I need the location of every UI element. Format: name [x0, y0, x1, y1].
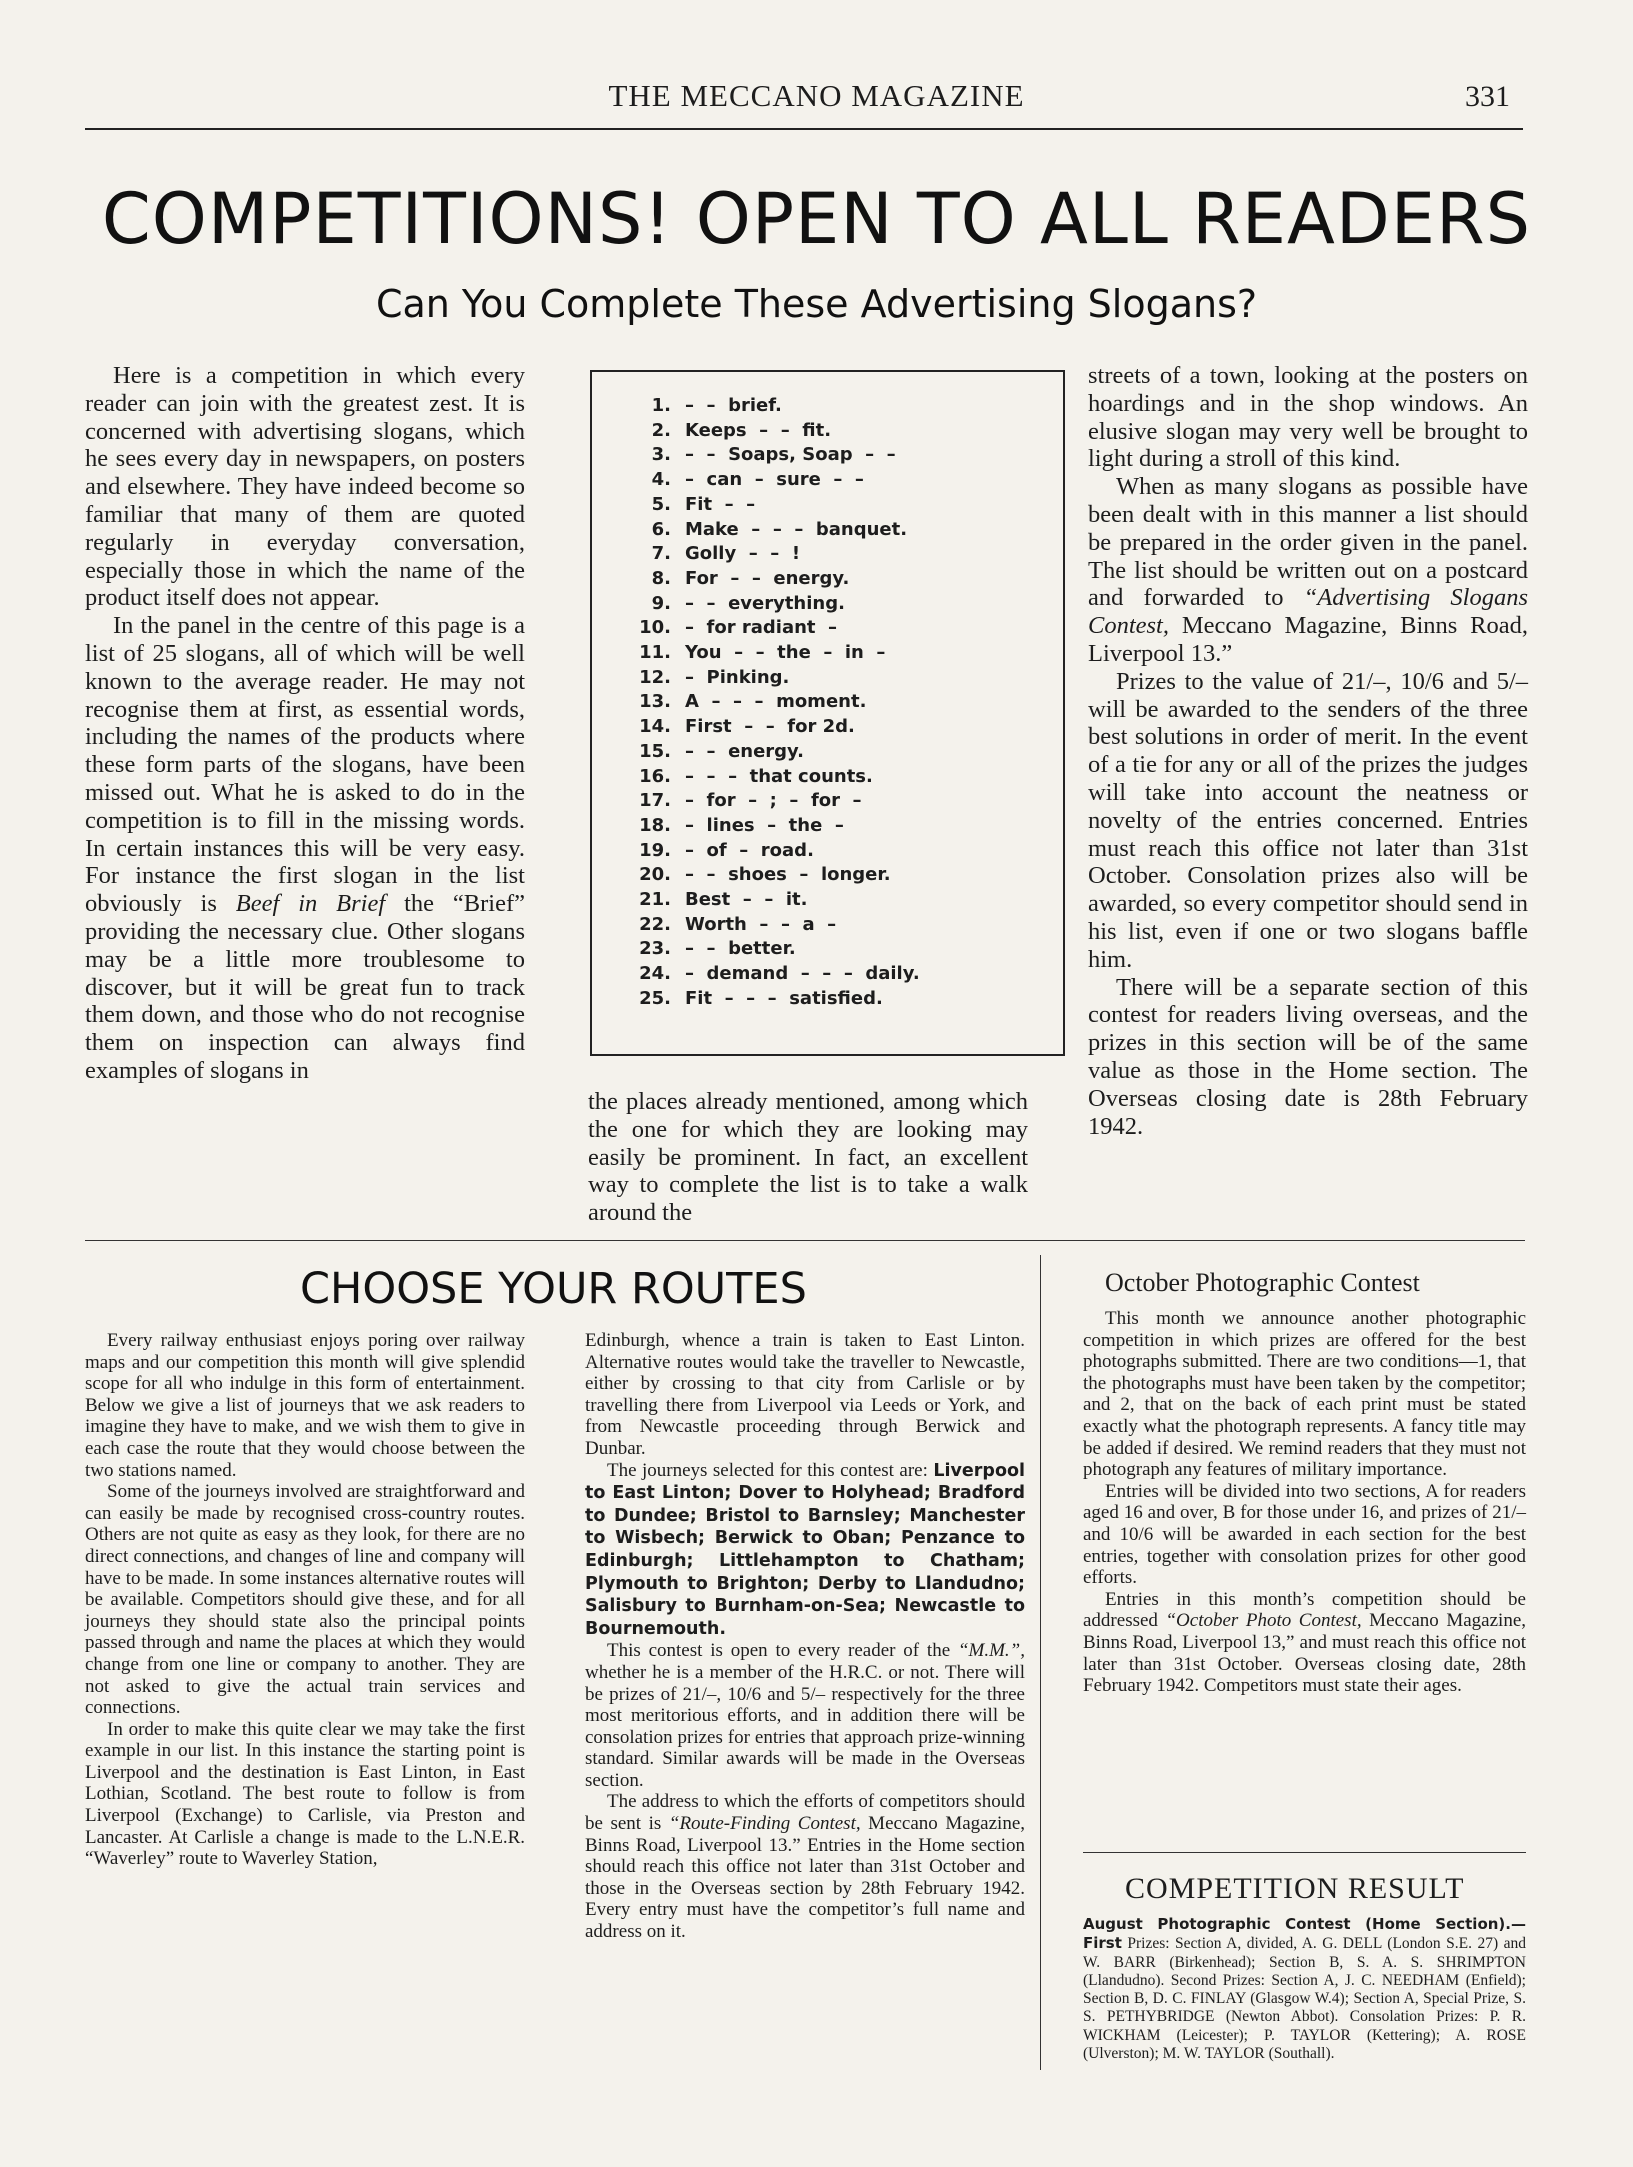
slogan-item	[627, 493, 1063, 518]
slogan-number: 24.	[639, 963, 671, 985]
slogan-number: 8.	[651, 567, 671, 589]
slogan-number: 10.	[639, 617, 671, 639]
paragraph: This contest is open to every reader of the “M.M.”, whether he is a member of the H.R.C. or not. There will be prizes of 21/–, 10/6 and 5/– respectively for the three most meritorious efforts, and in addition there will be consolation prizes for entries that approach prize-winning standard. Similar awards will be made in the Overseas section.	[585, 1640, 1025, 1791]
slogan-number: 14.	[639, 716, 671, 738]
slogan-item	[627, 419, 1063, 444]
slogan-number: 22.	[639, 913, 671, 935]
slogan-text: – – energy.	[685, 740, 804, 762]
slogan-number: 11.	[639, 642, 671, 664]
page-subtitle: Can You Complete These Advertising Slogans?	[375, 282, 1258, 326]
slogan-item	[627, 937, 1063, 962]
slogan-item	[627, 962, 1063, 987]
page-title: COMPETITIONS! OPEN TO ALL READERS	[101, 178, 1532, 260]
slogan-item	[627, 394, 1063, 419]
paragraph: Here is a competition in which every reader can join with the greatest zest. It is concerned with advertising slogans, which he sees every day in newspapers, on posters and elsewhere. They have indeed become so familiar that many of them are quoted regularly in everyday conversation, especially those in which the name of the product itself does not appear.	[85, 362, 525, 612]
photo-contest-column	[1083, 1308, 1526, 1697]
routes-column-1	[85, 1330, 525, 1870]
slogan-number: 15.	[639, 740, 671, 762]
slogan-text: – – brief.	[685, 395, 782, 416]
slogan-item	[627, 666, 1063, 691]
slogan-item	[627, 542, 1063, 567]
slogan-item	[627, 690, 1063, 715]
slogan-number: 3.	[651, 444, 671, 466]
slogan-text: – Pinking.	[685, 666, 790, 688]
journey-list: Liverpool to East Linton; Dover to Holyhead; Bradford to Dundee; Bristol to Barnsley; Manchester to Wisbech; Berwick to Oban; Penzance to Edinburgh; Littlehampton to Chatham; Plymouth to Brighton; Derby to Llandudno; Salisbury to Burnham-on-Sea; Newcastle to Bournemouth.	[585, 1460, 1026, 1639]
paragraph: Some of the journeys involved are straightforward and can easily be made by recognised cross-country routes. Others are not quite as easy as they look, for there are no direct connections, and changes of line and company will have to be made. In some instances alternative routes will be available. Competitors should give these, and for all journeys they should state also the principal points passed through and name the places at which they would change from one line or company to another. They are not asked to give the actual train services and connections.	[85, 1481, 525, 1719]
slogan-text: – – – that counts.	[685, 765, 873, 787]
slogan-item	[627, 740, 1063, 765]
paragraph: There will be a separate section of this contest for readers living overseas, and the prizes in this section will be of the same value as those in the Home section. The Overseas closing date is 28th February 1942.	[1088, 973, 1528, 1140]
slogan-item	[627, 443, 1063, 468]
paragraph: streets of a town, looking at the posters on hoardings and in the shop windows. An elusive slogan may very well be brought to light during a stroll of this kind.	[1088, 362, 1528, 473]
slogan-text: First – – for 2d.	[685, 716, 855, 738]
section-divider	[85, 1240, 1525, 1241]
slogan-number: 5.	[651, 493, 671, 515]
result-text: August Photographic Contest (Home Section).—First Prizes: Section A, divided, A. G. DELL (London S.E. 27) and W. BARR (Birkenhead); Section B, S. A. S. SHRIMPTON (Llandudno). Second Prizes: Section A, J. C. NEEDHAM (Enfield); Section B, D. C. FINLAY (Glasgow W.4); Section A, Special Prize, S. S. PETHYBRIDGE (Newton Abbot). Consolation Prizes: P. R. WICKHAM (Leicester); P. TAYLOR (Kettering); A. ROSE (Ulverston); M. W. TAYLOR (Southall).	[1083, 1915, 1526, 2063]
slogan-text: Fit – – – satisfied.	[685, 987, 883, 1009]
slogan-number: 21.	[639, 889, 671, 911]
slogan-text: For – – energy.	[685, 567, 850, 589]
slogan-number: 9.	[651, 592, 671, 614]
slogan-number: 7.	[651, 543, 671, 565]
slogan-text: – lines – the –	[685, 814, 844, 836]
slogan-number: 20.	[639, 864, 671, 886]
slogan-item	[627, 641, 1063, 666]
slogan-item	[627, 567, 1063, 592]
slogan-item	[627, 789, 1063, 814]
slogan-text: Make – – – banquet.	[685, 518, 908, 540]
slogan-number: 17.	[639, 790, 671, 812]
slogan-number: 19.	[639, 839, 671, 861]
paragraph: Edinburgh, whence a train is taken to East Linton. Alternative routes would take the traveller to Newcastle, either by crossing to that city from Carlisle or by travelling there from Liverpool via Leeds or York, and from Newcastle proceeding through Berwick and Dunbar.	[585, 1330, 1025, 1459]
slogans-column-1	[85, 362, 525, 1085]
result-title: COMPETITION RESULT	[1125, 1872, 1465, 1905]
slogan-item	[627, 468, 1063, 493]
photo-contest-title: October Photographic Contest	[1105, 1268, 1420, 1297]
slogan-text: – can – sure – –	[685, 469, 864, 491]
slogan-text: – – everything.	[685, 592, 845, 614]
column-divider	[1040, 1255, 1042, 2070]
slogan-text: Golly – – !	[685, 543, 801, 565]
paragraph: Entries in this month’s competition should be addressed “October Photo Contest, Meccano Magazine, Binns Road, Liverpool 13,” and must reach this office not later than 31st October. Overseas closing date, 28th February 1942. Competitors must state their ages.	[1083, 1588, 1527, 1697]
slogan-number: 12.	[639, 666, 671, 688]
slogans-panel	[590, 370, 1065, 1056]
slogan-text: – of – road.	[685, 839, 814, 861]
routes-title: CHOOSE YOUR ROUTES	[300, 1264, 807, 1314]
slogan-text: – – better.	[685, 938, 796, 960]
slogans-column-2	[588, 1088, 1028, 1227]
slogan-item	[627, 888, 1063, 913]
example-slogan: Beef in Brief	[235, 890, 386, 918]
slogans-column-3	[1088, 362, 1528, 1140]
slogan-item	[627, 765, 1063, 790]
paragraph: Entries will be divided into two sections, A for readers aged 16 and over, B for those under 16, and prizes of 21/– and 10/6 will be awarded in each section for the best entries, together with consolation prizes for other good efforts.	[1083, 1480, 1526, 1589]
slogan-number: 4.	[651, 469, 671, 491]
header-rule	[85, 128, 1523, 130]
slogan-number: 16.	[639, 765, 671, 787]
slogan-number: 2.	[651, 419, 671, 441]
slogan-item	[627, 715, 1063, 740]
slogan-text: Best – – it.	[685, 889, 808, 911]
slogan-text: – demand – – – daily.	[685, 963, 920, 985]
slogan-number: 18.	[639, 814, 671, 836]
slogan-text: Fit – –	[685, 493, 756, 515]
slogan-item	[627, 616, 1063, 641]
slogan-number: 25.	[639, 987, 671, 1009]
slogan-item	[627, 814, 1063, 839]
slogan-item	[627, 987, 1063, 1012]
slogan-text: Worth – – a –	[685, 913, 837, 935]
routes-column-2	[585, 1330, 1025, 1943]
slogan-list	[592, 372, 1063, 1012]
slogan-text: – for – ; – for –	[685, 790, 862, 812]
slogan-item	[627, 913, 1063, 938]
slogan-item	[627, 592, 1063, 617]
paragraph: Prizes to the value of 21/–, 10/6 and 5/– will be awarded to the senders of the three best solutions in order of merit. In the event of a tie for any or all of the prizes the judges will take into account the neatness or novelty of the entries concerned. Entries must reach this office not later than 31st October. Consolation prizes also will be awarded, so every competitor should send in his list, even if one or two slogans baffle him.	[1088, 667, 1528, 973]
slogan-number: 23.	[639, 938, 671, 960]
paragraph: In the panel in the centre of this page is a list of 25 slogans, all of which will be well known to the average reader. He may not recognise them at first, as essential words, including the names of the products where these form parts of the slogans, have been missed out. What he is asked to do in the competition is to fill in the missing words. In certain instances this will be very easy. For instance the first slogan in the list obviously is Beef in Brief the “Brief” providing the necessary clue. Other slogans may be a little more troublesome to discover, but it will be great fun to track them down, and those who do not recognise them on inspection can always find examples of slogans in	[85, 612, 525, 1084]
slogan-text: You – – the – in –	[685, 642, 886, 664]
slogan-item	[627, 518, 1063, 543]
slogan-item	[627, 839, 1063, 864]
contest-name: “Advertising Slogans Contest,	[1088, 584, 1529, 640]
slogan-number: 6.	[651, 518, 671, 540]
slogan-text: – for radiant –	[685, 617, 838, 639]
slogan-number: 13.	[639, 691, 671, 713]
paragraph: The address to which the efforts of competitors should be sent is “Route-Finding Contest, Meccano Magazine, Binns Road, Liverpool 13.” Entries in the Home section should reach this office not later than 31st October and those in the Overseas section by 28th February 1942. Every entry must have the competitor’s full name and address on it.	[585, 1791, 1026, 1943]
paragraph: When as many slogans as possible have been dealt with in this manner a list should be prepared in the order given in the panel. The list should be written out on a postcard and forwarded to “Advertising Slogans Contest, Meccano Magazine, Binns Road, Liverpool 13.”	[1088, 473, 1529, 667]
slogan-text: A – – – moment.	[685, 691, 867, 713]
slogan-text: – – Soaps, Soap – –	[685, 444, 896, 466]
paragraph: This month we announce another photographic competition in which prizes are offered for the best photographs submitted. There are two conditions—1, that the photographs must have been taken by the competitor; and 2, that on the back of each print must be stated exactly what the photograph represents. A fancy title may be added if desired. We remind readers that they must not photograph any features of military importance.	[1083, 1308, 1526, 1481]
paragraph: In order to make this quite clear we may take the first example in our list. In this instance the starting point is Liverpool and the destination is East Linton, in East Lothian, Scotland. The best route to follow is from Liverpool (Exchange) to Carlisle, via Preston and Lancaster. At Carlisle a change is made to the L.N.E.R. “Waverley” route to Waverley Station,	[85, 1718, 525, 1870]
slogan-text: – – shoes – longer.	[685, 864, 891, 886]
page-number: 331	[1465, 80, 1510, 113]
slogan-text: Keeps – – fit.	[685, 419, 832, 441]
slogan-number: 1.	[651, 395, 671, 416]
paragraph: the places already mentioned, among which the one for which they are looking may easily be prominent. In fact, an excellent way to complete the list is to take a walk around the	[588, 1088, 1028, 1227]
paragraph: Every railway enthusiast enjoys poring over railway maps and our competition this month will give splendid scope for all who indulge in this form of entertainment. Below we give a list of journeys that we ask readers to imagine they have to make, and we wish them to give in each case the route that they would choose between the two stations named.	[85, 1330, 525, 1481]
magazine-title: THE MECCANO MAGAZINE	[608, 78, 1025, 113]
slogan-item	[627, 863, 1063, 888]
paragraph: The journeys selected for this contest are: Liverpool to East Linton; Dover to Holyhead; Bradford to Dundee; Bristol to Barnsley; Manchester to Wisbech; Berwick to Oban; Penzance to Edinburgh; Littlehampton to Chatham; Plymouth to Brighton; Derby to Llandudno; Salisbury to Burnham-on-Sea; Newcastle to Bournemouth.	[585, 1459, 1026, 1639]
result-divider	[1083, 1852, 1526, 1853]
